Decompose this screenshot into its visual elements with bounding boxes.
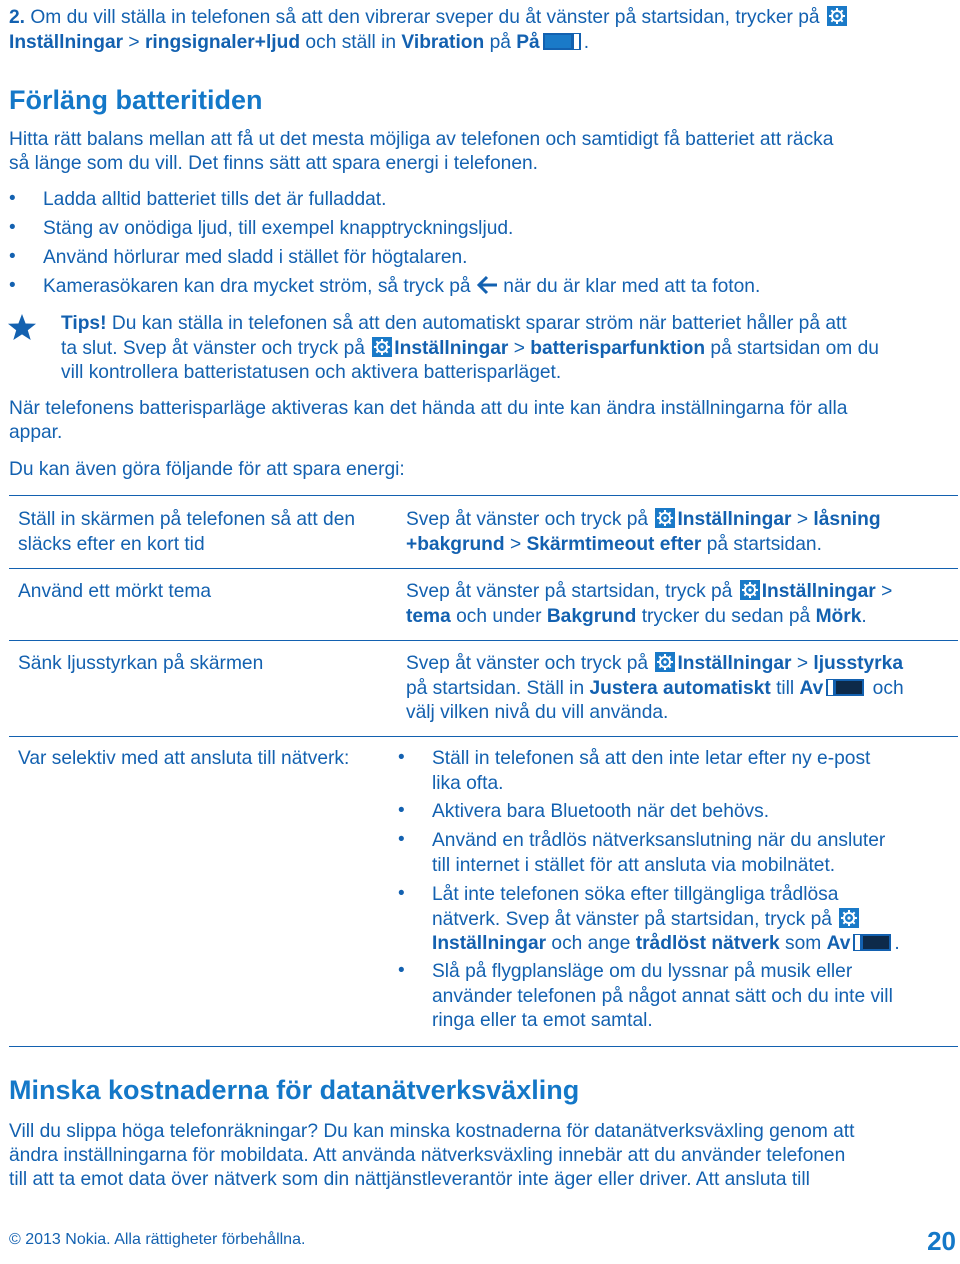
bullet-dot: • (9, 275, 16, 296)
paragraph-line: Vill du slippa höga telefonräkningar? Du kan minska kostnaderna för datanätverksväxling genom att (9, 1121, 855, 1142)
table-divider (9, 1046, 958, 1047)
intro-line-2: så länge som du vill. Det finns sätt att spara energi i telefonen. (9, 153, 539, 174)
step-2: 2. Om du vill ställa in telefonen så att den vibrerar sveper du åt vänster på startsidan, trycker på Inställningar > ringsignaler+ljud och ställ in Vibration på På . (9, 6, 954, 55)
table-divider (9, 568, 958, 569)
tip-block: Tips! Du kan ställa in telefonen så att den automatiskt sparar ström när batteriet håller på att ta slut. Svep åt vänster och tryck på Inställningar > batterisparfunktion på startsidan om du vill kontrollera batteristatusen och aktivera batterisparläget. (61, 313, 879, 383)
settings-gear-icon (655, 508, 675, 528)
settings-gear-icon (827, 6, 847, 26)
bullet-dot: • (398, 960, 405, 981)
bullet-dot: • (9, 217, 16, 238)
bullet-item: Använd hörlurar med sladd i stället för högtalaren. (43, 247, 468, 268)
table-row-1-action: Svep åt vänster och tryck på Inställningar > låsning +bakgrund > Skärmtimeout efter på startsidan. (406, 509, 881, 555)
table-row-2-label: Använd ett mörkt tema (18, 581, 212, 602)
bullet-dot: • (9, 246, 16, 267)
settings-gear-icon (839, 908, 859, 928)
paragraph-line: till att ta emot data över nätverk som din nättjänstleverantör inte äger eller driver. Att ansluta till (9, 1169, 810, 1190)
paragraph-line: När telefonens batterisparläge aktiveras kan det hända att du inte kan ändra inställningarna för alla (9, 398, 848, 419)
bullet-dot: • (398, 883, 405, 904)
network-tip-3: Använd en trådlös nätverksanslutning när du ansluter till internet i stället för att ansluta via mobilnätet. (432, 830, 886, 876)
network-tip-2: Aktivera bara Bluetooth när det behövs. (432, 801, 770, 822)
step-number: 2. (9, 7, 26, 28)
network-tip-4: Låt inte telefonen söka efter tillgängliga trådlösa nätverk. Svep åt vänster på startsidan, tryck på Inställningar och ange trådlöst nätverk som Av . (432, 884, 900, 954)
section-heading-data-roaming: Minska kostnaderna för datanätverksväxling (9, 1075, 580, 1105)
table-divider (9, 495, 958, 496)
bullet-dot: • (398, 800, 405, 821)
back-arrow-icon (476, 275, 498, 295)
settings-gear-icon (655, 652, 675, 672)
bullet-dot: • (398, 829, 405, 850)
bullet-dot: • (9, 188, 16, 209)
table-row-1-label: Ställ in skärmen på telefonen så att den släcks efter en kort tid (18, 509, 356, 555)
paragraph-line: ändra inställningarna för mobildata. Att använda nätverksväxling innebär att du använder telefonen (9, 1145, 846, 1166)
bullet-item: Kamerasökaren kan dra mycket ström, så tryck på när du är klar med att ta foton. (43, 276, 761, 297)
paragraph-line: Du kan även göra följande för att spara energi: (9, 459, 405, 480)
section-heading-battery: Förläng batteritiden (9, 85, 263, 115)
paragraph-line: appar. (9, 422, 63, 443)
page-number: 20 (927, 1226, 956, 1256)
table-row-4-label: Var selektiv med att ansluta till nätverk: (18, 748, 350, 769)
intro-line-1: Hitta rätt balans mellan att få ut det mesta möjliga av telefonen och samtidigt få batteriet att räcka (9, 129, 834, 150)
bullet-dot: • (398, 747, 405, 768)
table-divider (9, 640, 958, 641)
star-icon (7, 313, 37, 341)
settings-gear-icon (372, 337, 392, 357)
table-row-2-action: Svep åt vänster på startsidan, tryck på Inställningar > tema och under Bakgrund trycker du sedan på Mörk. (406, 581, 893, 627)
table-row-3-label: Sänk ljusstyrkan på skärmen (18, 653, 264, 674)
bullet-item: Stäng av onödiga ljud, till exempel knapptryckningsljud. (43, 218, 514, 239)
settings-gear-icon (740, 580, 760, 600)
copyright-footer: © 2013 Nokia. Alla rättigheter förbehållna. (9, 1231, 306, 1248)
network-tip-5: Slå på flygplansläge om du lyssnar på musik eller använder telefonen på något annat sätt och du inte vill ringa eller ta emot samtal. (432, 961, 893, 1031)
table-divider (9, 736, 958, 737)
toggle-on-icon (543, 33, 581, 50)
network-tip-1: Ställ in telefonen så att den inte letar efter ny e-post lika ofta. (432, 748, 871, 794)
toggle-off-icon (826, 679, 864, 696)
bullet-item: Ladda alltid batteriet tills det är fulladdat. (43, 189, 387, 210)
toggle-off-icon (853, 934, 891, 951)
table-row-3-action: Svep åt vänster och tryck på Inställningar > ljusstyrka på startsidan. Ställ in Justera automatiskt till Av och välj vilken nivå du vill använda. (406, 653, 904, 723)
